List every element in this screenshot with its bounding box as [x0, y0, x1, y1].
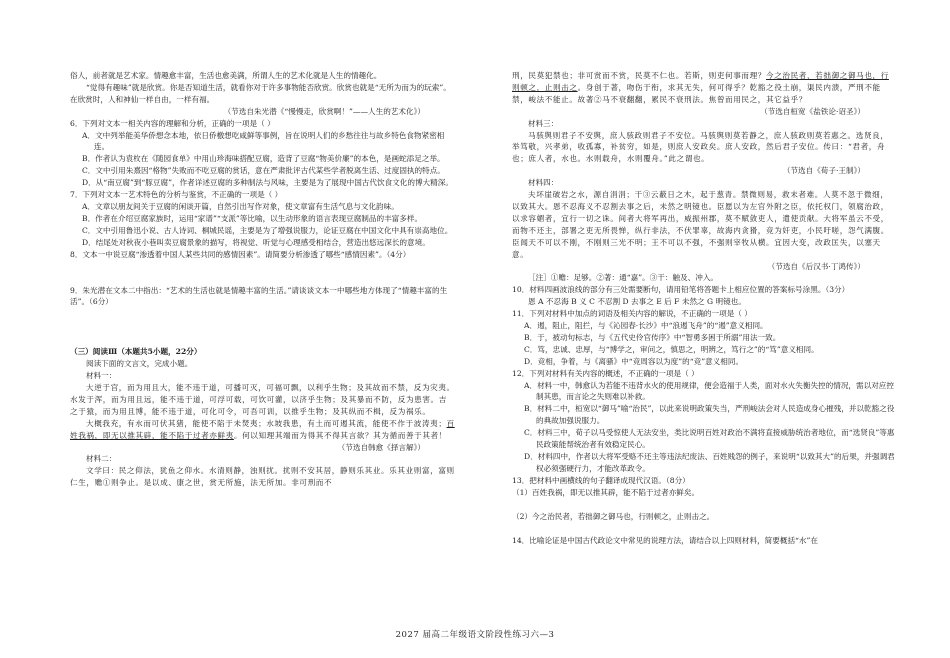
material-1-label: 材料一：: [86, 371, 117, 381]
option-12c: C．材料三中，荀子以马受惊使人无法安坐，类比说明百姓对政治不满将直接威胁统治者地位，而“选贤良”等惠民政策能帮统治者有效稳定民心。: [524, 428, 895, 450]
material-4-label: 材料四：: [528, 178, 559, 188]
question-8: 8．文本一中说豆腐“渗透着中国人某些共同的感情因素”。请简要分析渗透了哪些“感情因素”。（4分）: [70, 249, 411, 259]
question-12: 12．下列对材料有关内容的概述，不正确的一项是（ ）: [512, 368, 699, 378]
material-2-continued: 刑，民莫犯禁也；非可赏而不赏，民莫不仁也。若斯，则吏何事而理？今之治民者，若拙御之御马也，行则顿之，止则击之。身创于著，吻伤于衔，求其无失，何可得乎？乾豁之役土崩，渠民内溃，严刑不能禁，峻法不能止。故著②马不衰翻翻，累民不衰刑法。焦曾而用民之，其它益乎？: [512, 71, 889, 104]
source-citation: （节选自韩愈《择言解》）: [337, 442, 425, 452]
option-7a: A．文章以朋友间关于豆腐的闲谈开篇，自然引出写作对象，使文章富有生活气息与文化韵味。: [82, 201, 399, 211]
material-2-label: 材料二：: [86, 454, 117, 464]
option-6a: A．文中列举能美华侨想念本地，依日侨檄想吃咸鲜等事例，旨在说明人们的乡愁往往与故乡特色食物紧密相连。: [82, 130, 445, 152]
option-12d: D．材料四中，作者以大将军受赂不还主等违法纪废法、百姓贱怨的例子，来说明“以致其大”的后果，并强调君权必须强硬行力，才能改革政令。: [524, 452, 895, 473]
source-citation: （节选自朱光潜《“慢慢走，欣赏啊！”——人生的艺术化》）: [223, 106, 425, 116]
question-7: 7．下列对文本一艺术特色的分析与鉴赏，不正确的一项是（ ）: [70, 190, 283, 200]
question-13-2: （2）今之治民者，若拙御之御马也，行则顿之，止则击之。: [512, 511, 715, 521]
material-4-text: 夫坏崖破岩之水，源自涓涓；干③云蔽日之木，起于葱青。禁微则易，救末者难。人莫不忽于微细，以致其大。恩不忍海义不忍割去事之后，未然之明镜也。臣愿以为左官外附之臣，依托权门，领腐治政，以求容媚者，宜行一切之诛。间者大将军再出，威振州郡，莫不赋敛吏人，遣使贡献。大将军虽云不受，而物不还主，部署之吏无所畏惮，纵行非法，不伏罪辜，故海内贪猾，竞为奸吏，小民吁嗟，怨气满腹。臣闻天不可以不刚，不刚则三光不明；王不可以不强，不强则宰牧从横。宜因大变，改政匡失，以塞天意。: [512, 190, 889, 259]
question-11: 11．下列对材料中加点的词语及相关内容的解说，不正确的一项是（ ）: [512, 309, 752, 319]
underlined-sentence: 今之治民者，若拙御之御马也，行则顿之，止则击之: [512, 71, 889, 92]
material-1-text: 大逆于宫，而为用且大，能不违于道，可播可灭，可福可飘，以利乎生物；及其故而不禁，反为灾夷。水发于浑，而为用且远，能不违于道，可浮可载，可饮可灌，以济乎生物；及其暴而不防，反为患害。吉之于猿，而为用且博，能不违于道，可化可令，可吾可训，以推乎生物；及其纵而不楫，反为祸乐。: [70, 383, 455, 416]
right-column: [512, 70, 895, 546]
option-7d: D．结尾处对秋夜小巷叫卖豆腐景象的描写，将视觉、听觉与心理感受相结合，营造出悠远深长的意境。: [82, 237, 430, 247]
source-citation: （节选自《荀子·王制》）: [782, 166, 865, 176]
section-intro: 阅读下面的文言文，完成小题。: [86, 359, 193, 369]
option-7b: B．作者在介绍豆腐家族时，运用“家谱”“支派”等比喻，以生动形象的语言表现豆腐制品的丰富多样。: [82, 213, 423, 223]
option-6b: B．作者认为袁枚在《随园食单》中用山珍海味搭配豆腐，造背了豆腐“物美价廉”的本色，是画蛇添足之举。: [82, 154, 445, 164]
annotation-notes: ［注］①赡：足够。②著：通“嘉”。③干：触及、冲入。: [528, 273, 719, 283]
option-6d: D．从“南豆腐”到“豚豆腐”，作者详述豆腐的多种制法与风味，主要是为了展现中国古代饮食文化的博大精深。: [82, 178, 453, 188]
question-13: 13．把材料中画横线的句子翻译成现代汉语。（8分）: [512, 475, 690, 485]
question-13-1: （1）百姓我祸，即无以推其辟，能不陷于过者亦鲜矣。: [512, 487, 700, 497]
source-citation: （节选自《后汉书·丁鸿传》）: [767, 261, 865, 271]
option-12a: A．材料一中，韩愈认为若能不违背水火的使用规律，便会造福于人类，面对水火失衡失控的情况，需以对应控制其患，而言论之失则难以补救。: [524, 380, 894, 402]
option-11b: B．于，被动句标志，与《五代史伶官传序》中“智勇多困于所溺”用法一致。: [524, 332, 781, 342]
material-1-text-2: 大概我充，有水而可伏其猪，能使不陷于未焚夷；水坡我患，有土而可遏其流，能使不作于波涛夷；百姓我祸，即无以推其辟，能不陷于过者亦鲜夷。何以知理其端而为得其不得其言欲？其为循而善于其者！: [70, 418, 455, 440]
page-footer: 2027 届高二年级语文阶段性练习六—3: [395, 630, 555, 640]
question-10-sentence: 恩 A 不忍海 B 义 C 不忍割 D 去事之 E 后 F 未然之 G 明镜也。: [528, 297, 746, 307]
text-line: 俗人，前者就是艺术家。情趣愈丰富，生活也愈美满，所谓人生的艺术化就是人生的情趣化。: [70, 71, 382, 80]
material-3-text: 马骇舆则君子不安舆，庶人骇政则君子不安位。马骇舆则莫若静之，庶人骇政则莫若惠之。选贤良，举笃敬，兴孝弟，收孤寡，补贫穷，如是，则庶人安政矣。庶人安政，然后君子安位。传曰：“君者，舟也；庶人者，水也。水则载舟，水则覆舟。”此之谓也。: [512, 130, 889, 164]
question-6: 6．下列对文本一相关内容的理解和分析，正确的一项是（ ）: [70, 118, 275, 128]
question-14: 14．比喻论证是中国古代政论文中常见的说理方法，请结合以上四则材料，简要概括“水”在: [512, 535, 818, 545]
option-11d: D．竞相，争着，与《离骚》中“竞周容以为度”的“竞”意义相同。: [524, 356, 744, 366]
left-column: [70, 70, 455, 489]
underlined-sentence: 百姓我祸，即无以推其辟，能不陷于过者亦鲜夷: [70, 418, 455, 440]
question-9: 9．朱光潜在文本二中指出：“艺术的生活也就是情趣丰富的生活。”请谈谈文本一中哪些地方体现了“情趣丰富的生活”。（6分）: [70, 285, 448, 307]
section-heading: （三）阅读Ⅲ（本题共5小题，22分）: [70, 347, 202, 357]
material-3-label: 材料三：: [528, 118, 559, 128]
option-11c: C．笃，忠诚、忠厚，与“博学之，审问之，慎思之，明辨之，笃行之”的“笃”意义相同。: [524, 344, 819, 354]
option-12b: B．材料二中，桓宽以“御马”喻“治民”，以此来说明政策失当，严刑峻法会对人民造成身心摧残，并以乾豁之役的典故加强说服力。: [524, 404, 895, 426]
text-paragraph: “觉得有趣味”就是欣赏。你是否知道生活，就看你对于许多事物能否欣赏。欣赏也就是“无所为而为的玩索”。在欣赏时，人和神仙一样自由，一样有福。: [70, 82, 451, 104]
question-10: 10．材料四画波浪线的部分有三处需要断句，请用铅笔将答题卡上相应位置的答案标号涂黑。（3分）: [512, 285, 850, 295]
option-11a: A．遏，阻止，阻拦，与《沁园春·长沙》中“浪遏飞舟”的“遏”意义相同。: [524, 321, 768, 331]
option-7c: C．文中引用鲁迅小说、古人诗词、桐城民谣，主要是为了增强说服力，论证豆腐在中国文化中具有崇高地位。: [82, 225, 453, 235]
option-6c: C．文中引用朱熹因“格物”失败而不吃豆腐的赏话，意在严肃批评古代某些学者脱离生活、过度固执的特点。: [82, 166, 445, 176]
material-2-text: 文学曰：民之仰法，犹鱼之仰水。水清则静，浊则扰。扰则不安其居，静则乐其业。乐其业则富，富则仁生，赡①则争止。是以成、康之世，赏无所施，法无所加。非可刑而不: [70, 466, 455, 488]
source-citation: （节选自桓宽《盐铁论·诏圣》）: [760, 106, 865, 116]
